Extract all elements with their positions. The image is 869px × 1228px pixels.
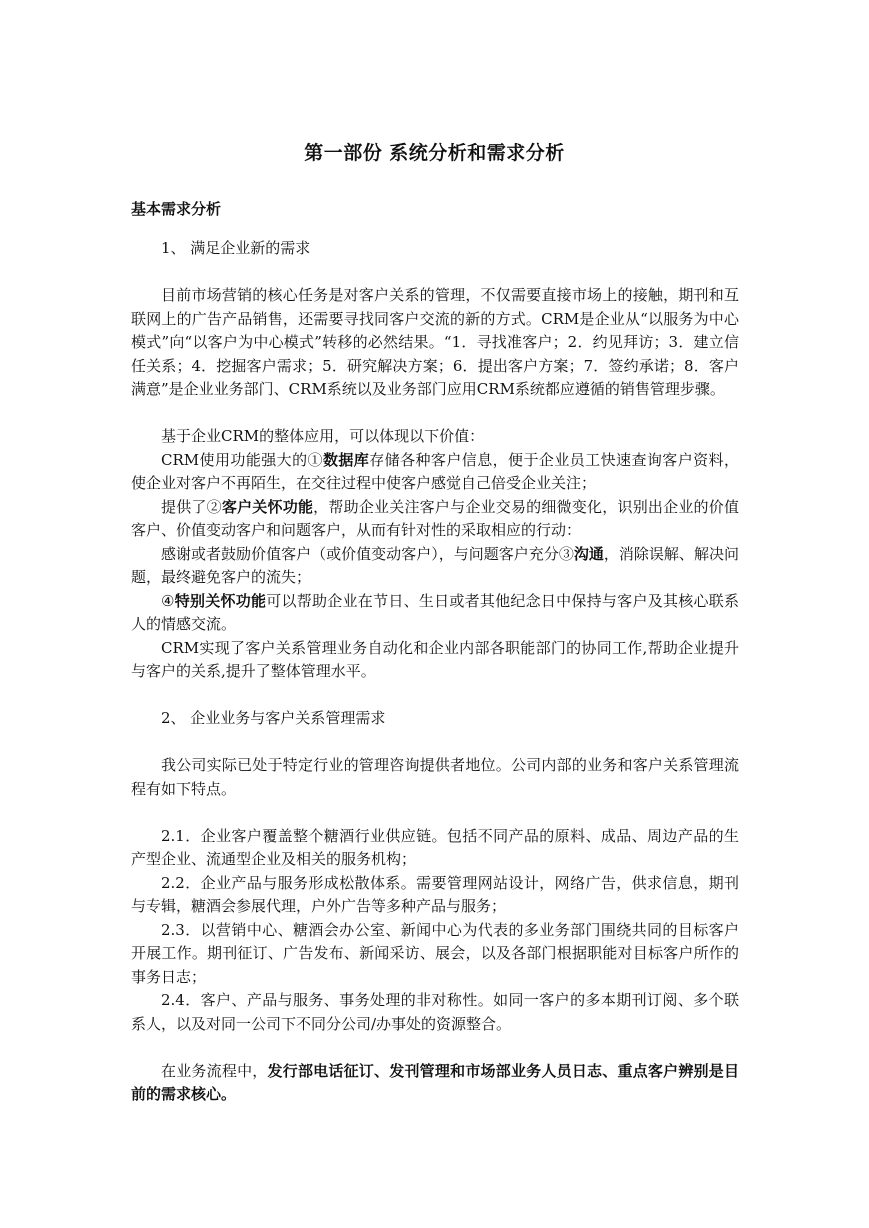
paragraph-special-care xyxy=(131,590,739,637)
section-heading: 基本需求分析 xyxy=(131,200,222,218)
bold-term: 发行部电话征订、发刊管理和市场部业务人员日志、重点客户辨别是目前的需求核心。 xyxy=(131,1061,739,1103)
text-run: 感谢或者鼓励价值客户（或价值变动客户），与问题客户充分③ xyxy=(161,544,574,563)
text-run: ④ xyxy=(161,591,175,610)
text-run: CRM使用功能强大的① xyxy=(161,450,323,469)
subheading-2: 2、 企业业务与客户关系管理需求 xyxy=(161,709,386,727)
page-title: 第一部份 系统分析和需求分析 xyxy=(304,142,565,164)
paragraph-crm-summary: CRM实现了客户关系管理业务自动化和企业内部各职能部门的协同工作,帮助企业提升与客户的关系,提升了整体管理水平。 xyxy=(131,638,739,680)
paragraph-company: 我公司实际已处于特定行业的管理咨询提供者地位。公司内部的业务和客户关系管理流程有如下特点。 xyxy=(131,756,739,798)
paragraph-care xyxy=(131,496,739,543)
paragraph-2-3: 2.3．以营销中心、糖酒会办公室、新闻中心为代表的多业务部门围绕共同的目标客户开展工作。期刊征订、广告发布、新闻采访、展会，以及各部门根据职能对目标客户所作的事务日志； xyxy=(131,920,739,986)
paragraph-market: 目前市场营销的核心任务是对客户关系的管理，不仅需要直接市场上的接触，期刊和互联网上的广告产品销售，还需要寻找同客户交流的新的方式。CRM是企业从“以服务为中心模式”向“以客户为中心模式”转移的必然结果。“1．寻找准客户；2．约见拜访；3．建立信任关系；4．挖掘客户需求；5．研究解决方案；6．提出客户方案；7．签约承诺；8．客户满意”是企业业务部门、CRM系统以及业务部门应用CRM系统都应遵循的销售管理步骤。 xyxy=(131,286,739,398)
paragraph-database xyxy=(131,449,739,496)
text-run: 提供了② xyxy=(161,497,222,516)
paragraph-2-1: 2.1．企业客户覆盖整个糖酒行业供应链。包括不同产品的原料、成品、周边产品的生产型企业、流通型企业及相关的服务机构； xyxy=(131,826,739,868)
text-run: 可以帮助企业在节日、生日或者其他纪念日中保持与客户及其核心联系人的情感交流。 xyxy=(131,591,739,633)
paragraph-value-intro: 基于企业CRM的整体应用，可以体现以下价值： xyxy=(161,427,485,445)
bold-term: 沟通 xyxy=(573,544,604,563)
text-run: 存储各种客户信息，便于企业员工快速查询客户资料，使企业对客户不再陌生，在交往过程中使客户感觉自己倍受企业关注； xyxy=(131,450,739,492)
paragraph-2-4: 2.4．客户、产品与服务、事务处理的非对称性。如同一客户的多本期刊订阅、多个联系人，以及对同一公司下不同分公司/办事处的资源整合。 xyxy=(131,991,739,1033)
text-run: 在业务流程中， xyxy=(161,1061,268,1080)
text-run: ，消除误解、解决问题，最终避免客户的流失； xyxy=(131,544,739,586)
paragraph-communication xyxy=(131,543,739,590)
bold-term: 数据库 xyxy=(322,450,370,469)
paragraph-core-needs xyxy=(131,1060,739,1107)
bold-term: 特别关怀功能 xyxy=(174,591,267,610)
document-body xyxy=(131,237,739,1107)
subheading-1: 1、 满足企业新的需求 xyxy=(161,239,311,257)
bold-term: 客户关怀功能 xyxy=(221,497,314,516)
text-run: ，帮助企业关注客户与企业交易的细微变化，识别出企业的价值客户、价值变动客户和问题客户，从而有针对性的采取相应的行动： xyxy=(131,497,739,539)
paragraph-2-2: 2.2．企业产品与服务形成松散体系。需要管理网站设计，网络广告，供求信息，期刊与专辑，糖酒会参展代理，户外广告等多种产品与服务； xyxy=(131,873,739,915)
